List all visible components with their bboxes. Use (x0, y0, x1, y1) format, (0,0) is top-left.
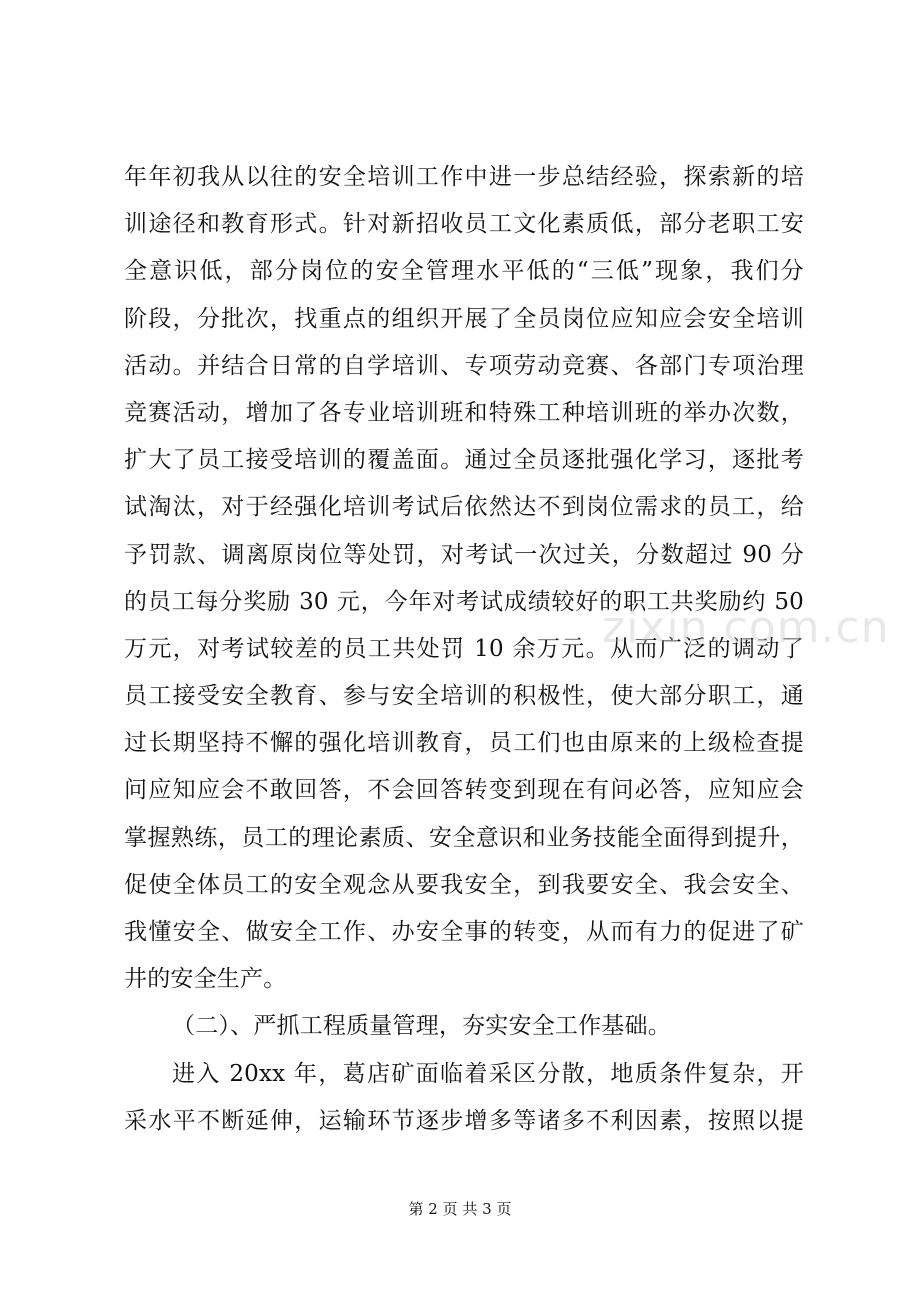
text-line-17: 我懂安全、做安全工作、办安全事的转变，从而有力的促进了矿 (124, 919, 804, 945)
text-line-7: 扩大了员工接受培训的覆盖面。通过全员逐批强化学习，逐批考 (124, 447, 804, 474)
text-line-14: 问应知应会不敢回答，不会回答转变到现在有问必答，应知应会 (124, 777, 804, 804)
text-line-21: 采水平不断延伸，运输环节逐步增多等诸多不利因素，按照以提 (124, 1107, 804, 1134)
text-line-12: 员工接受安全教育、参与安全培训的积极性，使大部分职工，通 (124, 683, 804, 710)
text-line-5: 活动。并结合日常的自学培训、专项劳动竞赛、各部门专项治理 (124, 352, 804, 379)
text-line-15: 掌握熟练，员工的理论素质、安全意识和业务技能全面得到提升， (124, 824, 804, 851)
text-line-20: 进入 20xx 年，葛店矿面临着采区分散，地质条件复杂，开 (172, 1060, 804, 1087)
text-line-1: 年年初我从以往的安全培训工作中进一步总结经验，探索新的培 (124, 164, 804, 190)
text-line-9: 予罚款、调离原岗位等处罚，对考试一次过关，分数超过 90 分 (124, 541, 804, 568)
page-footer: 第 2 页 共 3 页 (408, 1200, 512, 1218)
text-line-18: 井的安全生产。 (124, 966, 287, 993)
text-line-8: 试淘汰，对于经强化培训考试后依然达不到岗位需求的员工，给 (124, 494, 804, 521)
text-line-3: 全意识低，部分岗位的安全管理水平低的“三低”现象，我们分 (124, 258, 804, 285)
section-heading: （二）、严抓工程质量管理，夯实安全工作基础。 (172, 1013, 671, 1040)
text-line-6: 竞赛活动，增加了各专业培训班和特殊工种培训班的举办次数， (124, 399, 804, 426)
watermark: zixin.com.cn (602, 602, 890, 653)
text-line-4: 阶段，分批次，找重点的组织开展了全员岗位应知应会安全培训 (124, 305, 804, 332)
text-line-10: 的员工每分奖励 30 元，今年对考试成绩较好的职工共奖励约 50 (124, 588, 804, 615)
text-line-11: 万元，对考试较差的员工共处罚 10 余万元。从而广泛的调动了 (124, 635, 804, 662)
text-line-13: 过长期坚持不懈的强化培训教育，员工们也由原来的上级检查提 (124, 730, 804, 757)
text-line-2: 训途径和教育形式。针对新招收员工文化素质低，部分老职工安 (124, 211, 804, 238)
text-line-16: 促使全体员工的安全观念从要我安全，到我要安全、我会安全、 (124, 871, 804, 898)
